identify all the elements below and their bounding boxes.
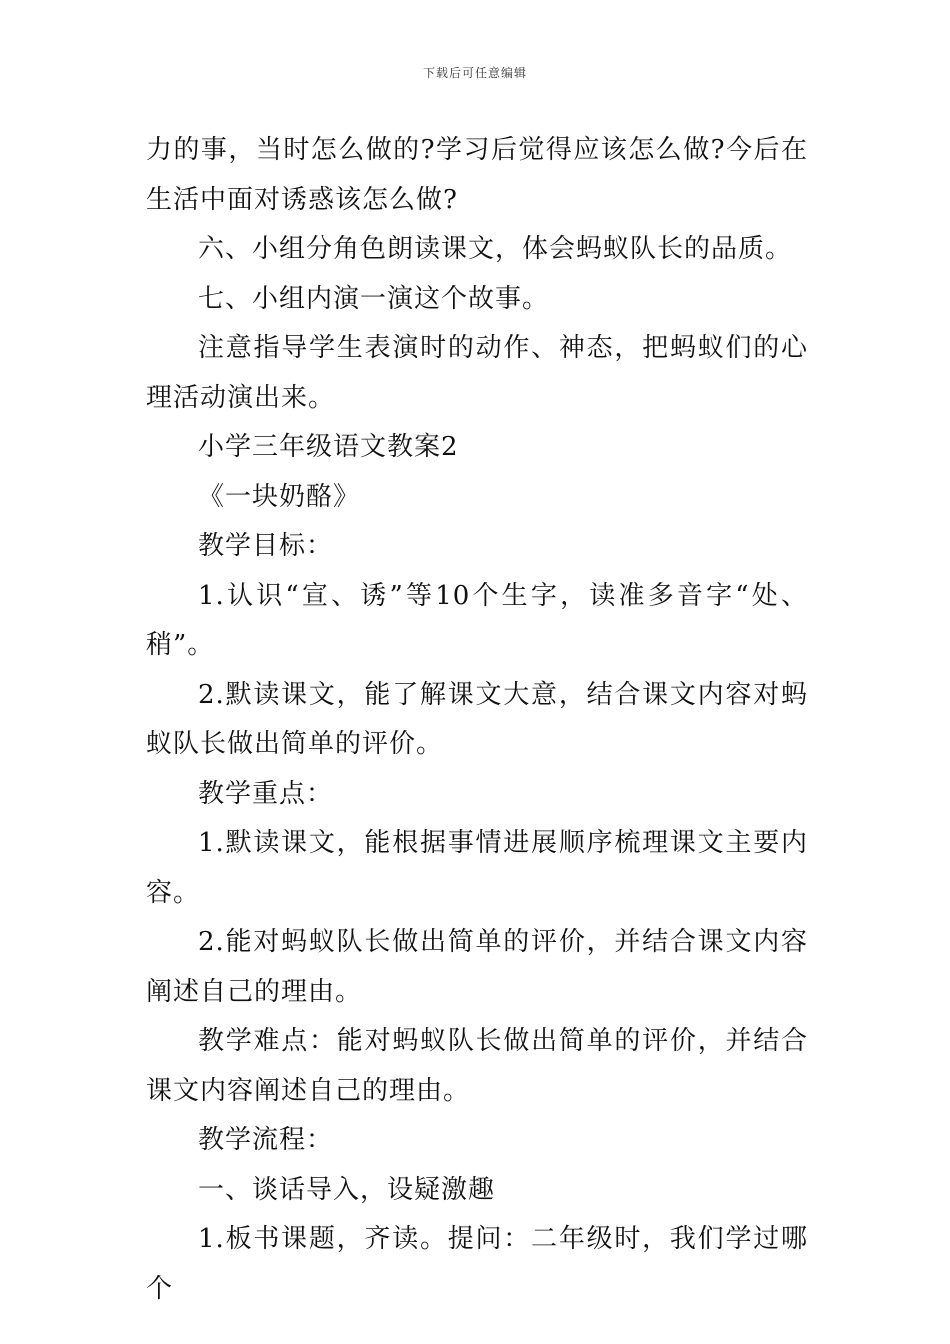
paragraph-3: 七、小组内演一演这个故事。: [198, 283, 550, 314]
document-body: [146, 126, 808, 1314]
goal-item-2: 2.默读课文，能了解课文大意，结合课文内容对蚂蚁队长做出简单的评价。: [146, 679, 808, 759]
paragraph-1: 力的事，当时怎么做的?学习后觉得应该怎么做?今后在生活中面对诱惑该怎么做?: [146, 135, 808, 215]
heading-teaching-goals: 教学目标：: [198, 531, 334, 561]
paragraph-2: 六、小组分角色朗读课文，体会蚂蚁队长的品质。: [198, 234, 793, 264]
heading-teaching-process: 教学流程：: [198, 1125, 334, 1155]
page-header: 下载后可任意编辑: [422, 66, 527, 80]
process-item-1: 1.板书课题，齐读。提问：二年级时，我们学过哪个: [146, 1224, 808, 1304]
lesson-title: 《一块奶酪》: [198, 481, 361, 512]
section-title: 小学三年级语文教案2: [198, 432, 459, 462]
process-step-1: 一、谈话导入，设疑激趣: [198, 1174, 496, 1205]
heading-teaching-focus: 教学重点：: [198, 778, 334, 809]
goal-item-1: 1.认识“宣、诱”等10个生字，读准多音字“处、稍”。: [146, 580, 808, 660]
teaching-difficulty: 教学难点：能对蚂蚁队长做出简单的评价，并结合课文内容阐述自己的理由。: [146, 1026, 808, 1106]
focus-item-1: 1.默读课文，能根据事情进展顺序梳理课文主要内容。: [146, 828, 808, 908]
paragraph-4: 注意指导学生表演时的动作、神态，把蚂蚁们的心理活动演出来。: [146, 333, 808, 413]
focus-item-2: 2.能对蚂蚁队长做出简单的评价，并结合课文内容阐述自己的理由。: [146, 927, 808, 1007]
